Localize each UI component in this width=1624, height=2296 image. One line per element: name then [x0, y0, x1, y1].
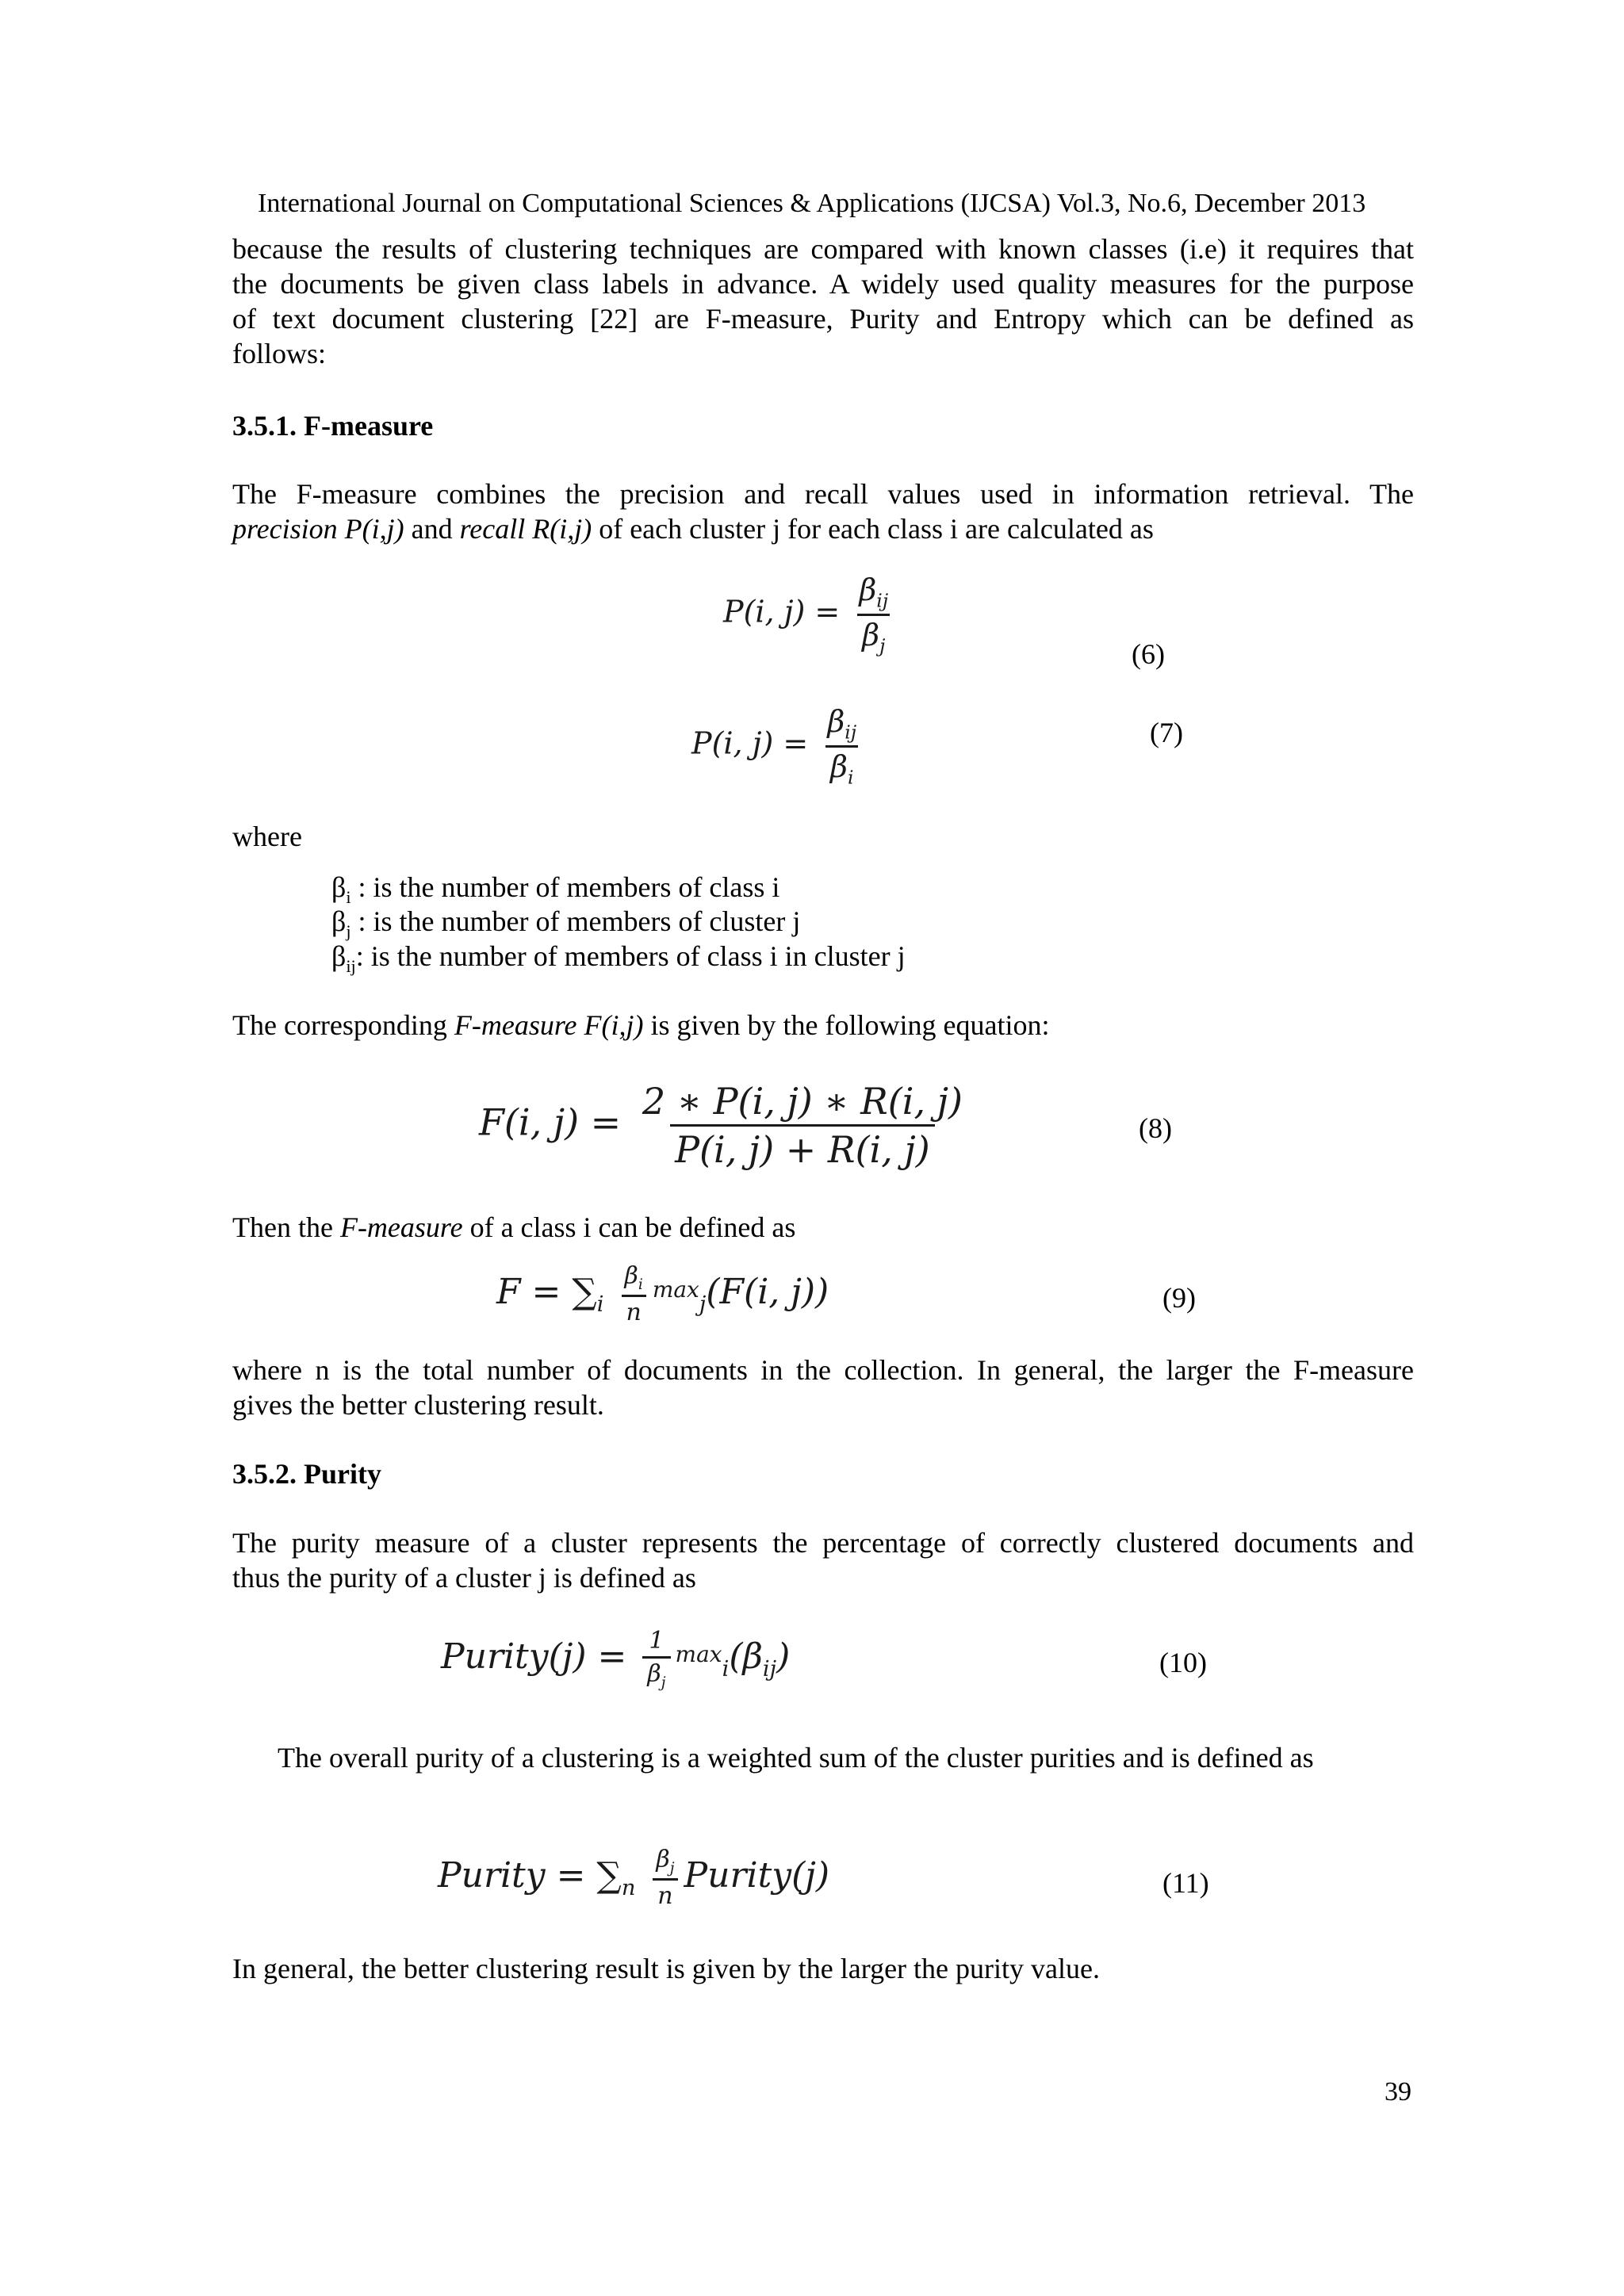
beta-symbol: β: [859, 572, 877, 607]
text-fragment: of each cluster j for each class i are calculated as: [592, 513, 1154, 545]
numerator: [822, 704, 861, 745]
text-line: The purity measure of a cluster represents the percentage of correctly clustered documents and: [232, 1527, 1414, 1559]
journal-header: International Journal on Computational Sciences & Applications (IJCSA) Vol.3, No.6, December 2013: [258, 189, 1366, 218]
subscript: ij: [876, 589, 889, 612]
precision-term: precision P(i,j): [232, 513, 404, 545]
text-fragment: and: [404, 513, 460, 545]
page-number: 39: [1385, 2077, 1411, 2107]
overall-purity-sentence: The overall purity of a clustering is a weighted sum of the cluster purities and is defined as: [278, 1742, 1314, 1774]
equation-7: [691, 704, 866, 788]
beta-symbol: β: [647, 1660, 661, 1688]
closing-paren: ): [776, 1636, 791, 1677]
equation-lhs: F = ∑: [496, 1272, 597, 1312]
then-sentence: [232, 1211, 795, 1244]
equation-lhs: F(i, j) =: [479, 1100, 622, 1144]
equation-9: [496, 1262, 829, 1326]
beta-symbol: β: [827, 704, 845, 739]
equation-rhs: Purity(j): [684, 1855, 830, 1896]
where-label: where: [232, 821, 302, 852]
max-operator: max: [675, 1641, 722, 1667]
denominator: [825, 745, 859, 789]
text-line: gives the better clustering result.: [232, 1389, 604, 1421]
subscript: i: [346, 887, 351, 908]
equation-6: [723, 572, 898, 656]
equation-lhs: Purity(j) =: [441, 1636, 627, 1677]
definition-beta-j: [331, 905, 800, 942]
section-heading-purity: 3.5.2. Purity: [232, 1458, 381, 1490]
denominator: n: [622, 1295, 646, 1326]
text-fragment: The corresponding: [232, 1009, 454, 1041]
denominator: [857, 614, 890, 657]
equation-10: [441, 1627, 790, 1691]
numerator: 1: [649, 1627, 665, 1655]
beta-symbol: β: [656, 1846, 670, 1873]
equation-number: (8): [1139, 1112, 1172, 1144]
text-line: thus the purity of a cluster j is defined as: [232, 1562, 696, 1594]
subscript: j: [346, 921, 351, 942]
numerator: [651, 1846, 679, 1878]
subscript: i: [847, 766, 854, 789]
subscript: i: [596, 1292, 604, 1317]
text-line: because the results of clustering techniques are compared with known classes (i.e) it requires that: [232, 233, 1414, 265]
subscript: j: [699, 1292, 707, 1317]
definition-text: : is the number of members of cluster j: [350, 905, 801, 937]
fmeasure-paragraph: [232, 476, 1414, 546]
beta-symbol: β: [829, 748, 848, 784]
fraction: [620, 1262, 648, 1326]
text-line: of text document clustering [22] are F-measure, Purity and Entropy which can be defined as: [232, 303, 1414, 335]
equation-number: (6): [1132, 638, 1165, 670]
beta-symbol: β: [331, 871, 347, 903]
subscript: ij: [762, 1656, 777, 1682]
after-eq9-paragraph: [232, 1353, 1414, 1422]
equation-number: (7): [1150, 717, 1183, 748]
numerator: [620, 1262, 648, 1295]
equation-number: (11): [1162, 1867, 1209, 1899]
fmeasure-term: F-measure: [339, 1211, 463, 1243]
subscript: n: [621, 1875, 636, 1900]
definition-beta-i: [331, 871, 779, 908]
text-fragment: of a class i can be defined as: [462, 1211, 796, 1243]
definition-text: : is the number of members of class i: [350, 871, 780, 903]
subscript: i: [638, 1276, 643, 1293]
denominator: n: [653, 1878, 677, 1910]
text-line: the documents be given class labels in advance. A widely used quality measures for the purpose: [232, 268, 1414, 300]
equation-8: [479, 1080, 972, 1171]
text-fragment: is given by the following equation:: [643, 1009, 1050, 1041]
subscript: ij: [845, 721, 857, 744]
fmeasure-term: F-measure F(i,j): [454, 1009, 644, 1041]
equation-lhs: P(i, j) =: [691, 725, 809, 761]
equation-rhs: (F(i, j)): [706, 1272, 829, 1312]
equation-11: [438, 1846, 829, 1910]
beta-symbol: β: [331, 905, 347, 937]
beta-symbol: β: [331, 940, 347, 972]
subscript: i: [722, 1656, 730, 1682]
fraction: [638, 1080, 967, 1171]
denominator: P(i, j) + R(i, j): [670, 1124, 935, 1171]
definition-text: : is the number of members of class i in cluster j: [355, 940, 906, 972]
fraction: [854, 572, 893, 656]
numerator: 2 ∗ P(i, j) ∗ R(i, j): [642, 1080, 963, 1123]
equation-lhs: P(i, j) =: [723, 594, 841, 629]
beta-symbol: (β: [729, 1636, 763, 1677]
fraction: [642, 1627, 670, 1691]
subscript: j: [669, 1860, 675, 1877]
closing-sentence: In general, the better clustering result is given by the larger the purity value.: [232, 1953, 1100, 1984]
equation-lhs: Purity = ∑: [438, 1855, 622, 1896]
subscript: ij: [346, 956, 356, 977]
text-line: [232, 511, 1414, 546]
subscript: j: [879, 634, 886, 657]
numerator: [854, 572, 893, 614]
intro-paragraph: [232, 232, 1414, 371]
recall-term: recall R(i,j): [459, 513, 592, 545]
beta-symbol: β: [862, 617, 880, 652]
section-heading-fmeasure: 3.5.1. F-measure: [232, 410, 434, 442]
equation-number: (10): [1159, 1647, 1207, 1678]
purity-paragraph: [232, 1525, 1414, 1595]
text-line: follows:: [232, 338, 327, 369]
text-line: The F-measure combines the precision and recall values used in information retrieval. The: [232, 478, 1414, 510]
text-line: where n is the total number of documents in the collection. In general, the larger the F-measure: [232, 1354, 1414, 1386]
beta-symbol: β: [624, 1262, 638, 1290]
equation-number: (9): [1162, 1282, 1196, 1314]
text-fragment: Then the: [232, 1211, 340, 1243]
fraction: [822, 704, 861, 788]
denominator: [642, 1656, 670, 1691]
corresponding-sentence: [232, 1008, 1049, 1042]
fraction: [651, 1846, 679, 1910]
subscript: j: [661, 1674, 666, 1691]
max-operator: max: [652, 1276, 699, 1303]
definition-beta-ij: [331, 939, 906, 977]
